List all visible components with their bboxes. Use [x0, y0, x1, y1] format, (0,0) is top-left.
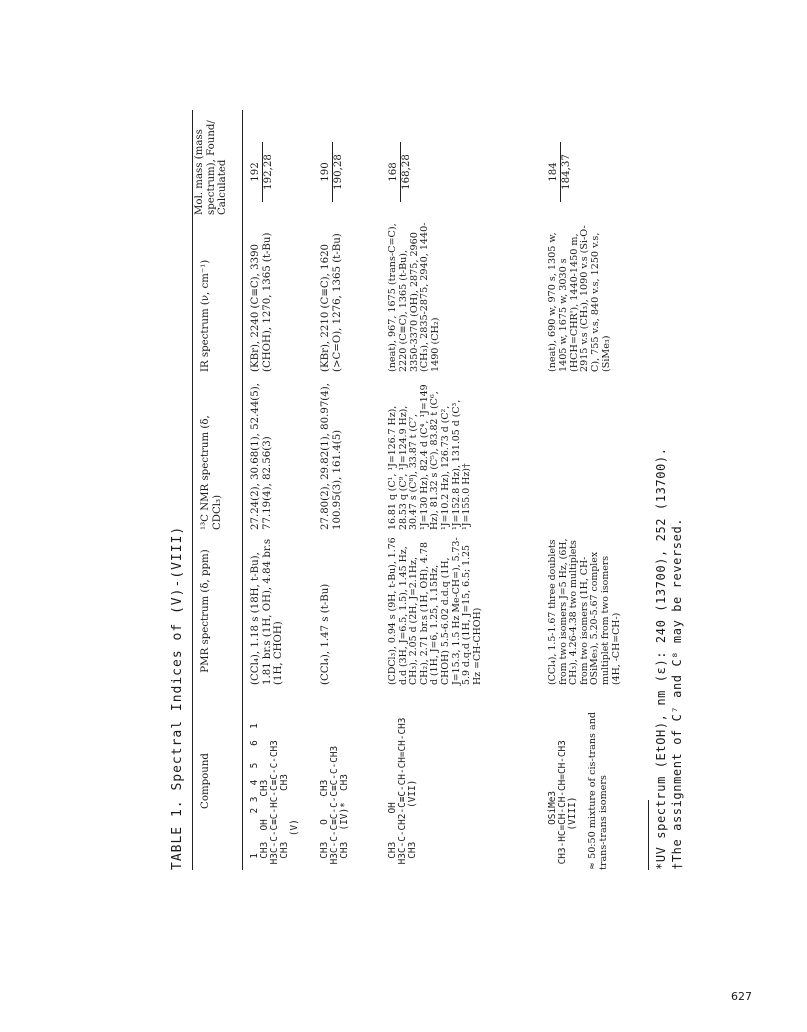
mol-calc-vii: 168,28 [401, 154, 412, 190]
ir-vii: (neat), 967, 1675 (trans-C=C), 2220 (C≡C), 1365 (t-Bu), 3350-3370 (OH), 2875, 2960 (CH₃), 2835-2875, 2940, 1440-1490 (CH₂) [387, 220, 442, 372]
rotated-table-page [170, 110, 770, 870]
mol-calc-v: 192,28 [263, 154, 274, 190]
compound-viii-formula: OSiMe3 CH3-HC=CH-CH-CH=CH-CH3 (VIII) [547, 740, 578, 865]
mol-found-iv: 190 [320, 142, 333, 202]
c13-iv: 27.80(2), 29.82(1), 80.97(4), 100.95(3), 161.4(5) [320, 379, 343, 530]
pmr-viii: (CCl₄), 1.5-1.67 three doublets from two isomers J=5 Hz, (6H, CH₃), 4.26-4.38 two multiplets from two isomers (1H, CH-OSiMe₃), 5.20-5.67 complex multiplet from two isomers (4H, -CH=CH-) [547, 535, 622, 685]
pmr-vii: (CDCl₃), 0.94 s (9H, t-Bu), 1.76 d.d (3H, J=6.5, 1.5), 1.45 Hz, CH₃), 2.05 d (2H, J=2.1Hz, CH₂), 2.71 br.s (1H, OH), 4.78 d (1H, J=6, 1.25, 1.15Hz, CHOH) 5.5-6.02 d.d.q (1H, J=15.3, 1.5 Hz Me-CH=), 5.73-5.9 d.q.d (1H, J=15, 6.5; 1.25 Hz =CH-CHOH) [387, 534, 483, 685]
ir-v: (KBr), 2240 (C≡C), 3390 (CHOH), 1270, 1365 (t-Bu) [250, 232, 273, 372]
top-rule [192, 110, 193, 870]
pmr-v: (CCl₄), 1.18 s (18H, t-Bu), 1.81 br.s (1H, OH), 4.84 br.s (1H, CHOH) [250, 535, 285, 685]
mol-found-viii: 184 [548, 142, 561, 202]
ir-iv: (KBr), 2210 (C≡C), 1620 (>C=O), 1276, 1365 (t-Bu) [320, 233, 343, 372]
header-13c: ¹³C NMR spectrum (δ, CDCl₃) [200, 412, 223, 530]
ir-viii: (neat), 690 w, 970 s, 1305 w, 1405 w, 1675 w, 3030 s (HCH=CHR'), 1440-1450 m, 2915 v.s (CH₃), 1090 v.s (Si-O-C), 755 v.s, 840 v.s, 1250 v.s, (SiMe₃) [547, 225, 612, 372]
compound-vii-formula: CH3 OH H3C-C-CH2-C≡C-CH-CH=CH-CH3 CH3 (VII) [387, 717, 418, 865]
header-pmr: PMR spectrum (δ, ppm) [200, 549, 211, 673]
page-number: 627 [731, 990, 752, 1003]
mixture-note: ≈ 50:50 mixture of cis-trans and trans-trans isomers [587, 708, 609, 870]
footnote-assignment: †The assignment of C⁷ and C⁸ may be reversed. [670, 517, 684, 870]
mol-calc-viii: 184,37 [561, 154, 572, 190]
footnote-uv: *UV spectrum (EtOH), nm (ε): 240 (13700), 252 (13700). [654, 447, 668, 870]
mol-found-v: 192 [250, 142, 263, 202]
mol-calc-iv: 190,28 [333, 154, 344, 190]
header-ir: IR spectrum (ν, cm⁻¹) [200, 259, 211, 372]
footnote-rule [648, 800, 649, 870]
header-mol: Mol. mass (mass spectrum), Found/ Calculated [194, 116, 229, 215]
pmr-iv: (CCl₄), 1.47 s (t-Bu) [320, 583, 331, 685]
c13-vii: 16.81 q (C¹, ¹J=126.7 Hz), 28.53 q (C⁹, ¹J=124.9 Hz), 30.47 s (C⁸), 33.87 t (C⁷, ¹J=130 Hz), 82.4 d (C⁴, ¹J=149 Hz), 81.32 s (C⁵), 83.82 t (C⁶, ¹J=10.2 Hz), 126.73 d (C², ¹J=152.8 Hz), 131.05 d (C³, ¹J=155.0 Hz)† [387, 381, 473, 530]
compound-v-formula: 1 2 3 4 5 6 1 CH3 OH CH3 H3C-C-C≡C-HC-C≡C-C-CH3 CH3 CH3 (V) [249, 723, 300, 865]
header-compound: Compound [200, 753, 211, 809]
header-rule [242, 110, 243, 870]
compound-iv-formula: CH3 O CH3 H3C-C-C≡C-C-C≡C-C-CH3 CH3 (IV)* CH3 [319, 745, 350, 865]
mol-found-vii: 168 [388, 142, 401, 202]
c13-v: 27.24(2), 30.68(1), 52.44(5), 77.19(4), 82.56(3) [250, 379, 273, 530]
table-caption: TABLE 1. Spectral Indices of (V)-(VIII) [170, 525, 185, 870]
